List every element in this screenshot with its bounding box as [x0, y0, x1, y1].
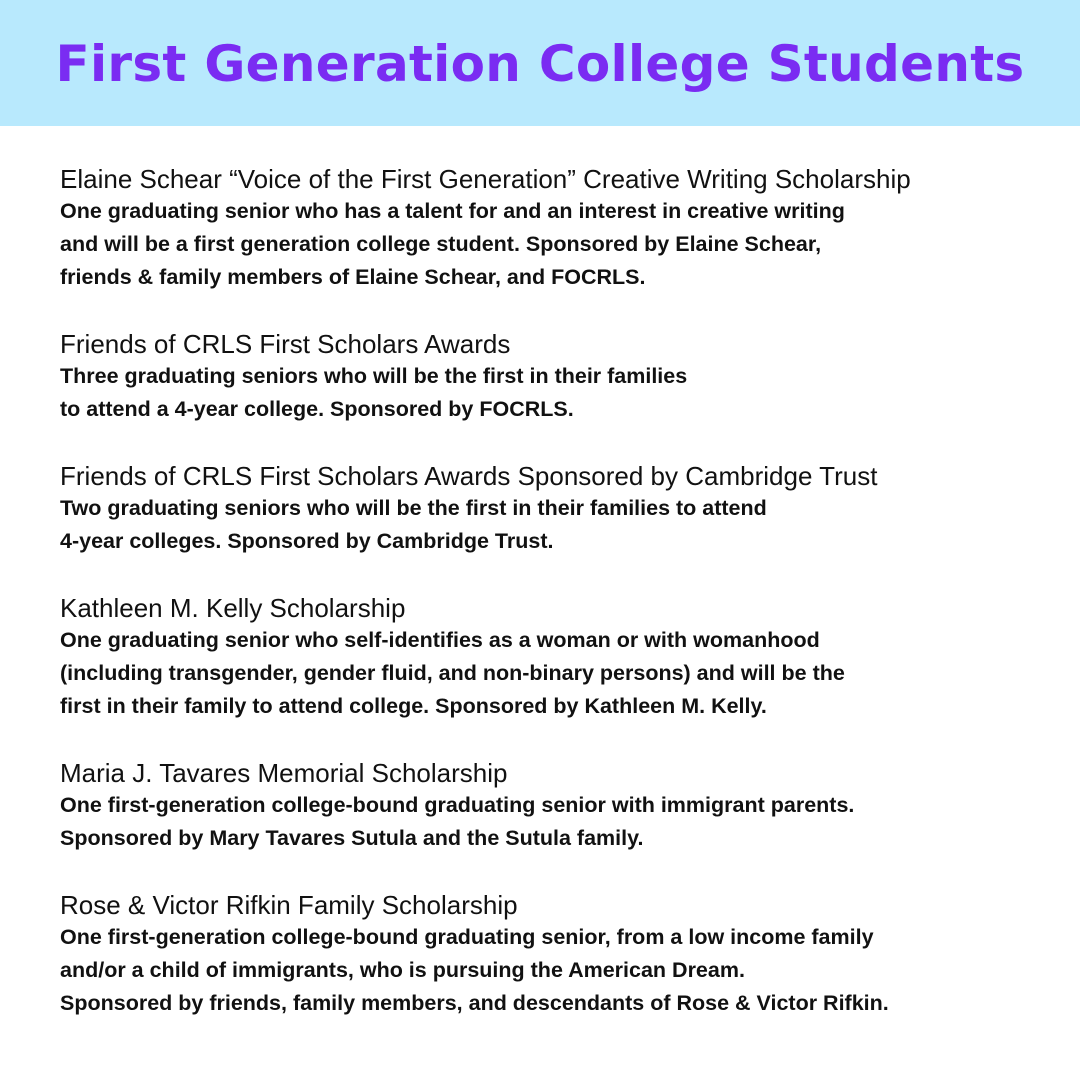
- scholarship-description-line: and will be a first generation college student. Sponsored by Elaine Schear,: [60, 232, 822, 256]
- scholarship-title: Rose & Victor Rifkin Family Scholarship: [60, 890, 518, 920]
- page-title: First Generation College Students: [55, 35, 1025, 93]
- scholarship-description-line: friends & family members of Elaine Schear, and FOCRLS.: [60, 265, 646, 289]
- scholarship-description-line: and/or a child of immigrants, who is pursuing the American Dream.: [60, 958, 745, 982]
- scholarship-description-line: Sponsored by friends, family members, and descendants of Rose & Victor Rifkin.: [60, 991, 889, 1015]
- scholarship-description-line: (including transgender, gender fluid, and non-binary persons) and will be the: [60, 661, 845, 685]
- scholarship-entry: [60, 757, 1050, 855]
- scholarship-entry: [60, 163, 1050, 294]
- scholarship-entry: [60, 460, 1050, 558]
- scholarship-description-line: One graduating senior who has a talent for and an interest in creative writing: [60, 199, 845, 223]
- header-banner: [0, 0, 1080, 126]
- scholarship-description-line: 4-year colleges. Sponsored by Cambridge Trust.: [60, 529, 554, 553]
- scholarship-description-line: One first-generation college-bound graduating senior with immigrant parents.: [60, 793, 855, 817]
- scholarship-entry: [60, 889, 1050, 1020]
- scholarship-description-line: One graduating senior who self-identifies as a woman or with womanhood: [60, 628, 820, 652]
- scholarship-description-line: Two graduating seniors who will be the first in their families to attend: [60, 496, 767, 520]
- scholarship-title: Maria J. Tavares Memorial Scholarship: [60, 758, 508, 788]
- scholarship-title: Friends of CRLS First Scholars Awards Sponsored by Cambridge Trust: [60, 461, 878, 491]
- scholarship-description-line: first in their family to attend college. Sponsored by Kathleen M. Kelly.: [60, 694, 767, 718]
- scholarship-entry: [60, 592, 1050, 723]
- scholarship-description-line: Sponsored by Mary Tavares Sutula and the Sutula family.: [60, 826, 644, 850]
- scholarship-description-line: to attend a 4-year college. Sponsored by FOCRLS.: [60, 397, 574, 421]
- scholarship-title: Elaine Schear “Voice of the First Generation” Creative Writing Scholarship: [60, 164, 911, 194]
- scholarship-title: Kathleen M. Kelly Scholarship: [60, 593, 406, 623]
- scholarship-entry: [60, 328, 1050, 426]
- scholarship-description-line: Three graduating seniors who will be the first in their families: [60, 364, 688, 388]
- scholarship-title: Friends of CRLS First Scholars Awards: [60, 329, 511, 359]
- scholarship-description-line: One first-generation college-bound graduating senior, from a low income family: [60, 925, 874, 949]
